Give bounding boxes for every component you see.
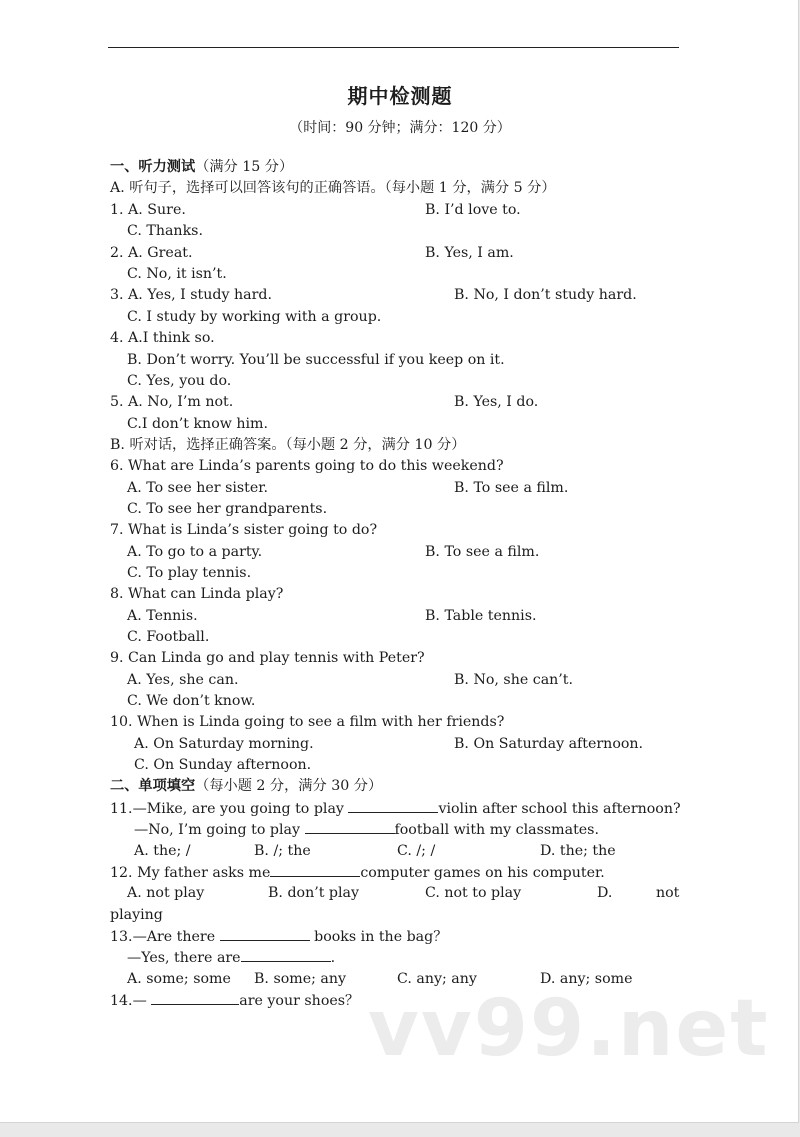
q8-stem: 8. What can Linda play?	[110, 586, 284, 602]
q9-option-c: C. We don’t know.	[127, 693, 256, 709]
q11-option-a: A. the; /	[134, 843, 191, 859]
q13-line-2: —Yes, there are .	[127, 947, 335, 968]
q7-option-c: C. To play tennis.	[127, 565, 252, 581]
q10-option-a: A. On Saturday morning.	[134, 736, 314, 752]
q1-option-c: C. Thanks.	[127, 223, 203, 239]
q10-option-c: C. On Sunday afternoon.	[134, 757, 312, 773]
section-2-heading: 二、单项填空（每小题 2 分，满分 30 分）	[110, 778, 383, 794]
q1-option-b: B. I’d love to.	[425, 202, 521, 218]
q10-stem: 10. When is Linda going to see a film with her friends?	[110, 714, 505, 730]
q11-option-c: C. /; /	[397, 843, 436, 859]
part-a-instruction: A. 听句子，选择可以回答该句的正确答语。（每小题 1 分，满分 5 分）	[110, 180, 556, 196]
q11-option-d: D. the; the	[540, 843, 616, 859]
q2-option-c: C. No, it isn’t.	[127, 266, 227, 282]
q2-option-b: B. Yes, I am.	[425, 245, 514, 261]
q12-option-a: A. not play	[127, 885, 205, 901]
q12-option-d-word-2: playing	[110, 907, 163, 923]
q11-line-1: 11.—Mike, are you going to play violin after school this afternoon?	[110, 798, 681, 819]
q3-option-b: B. No, I don’t study hard.	[454, 287, 637, 303]
q1-option-a: 1. A. Sure.	[110, 202, 186, 218]
q5-option-c: C.I don’t know him.	[127, 416, 269, 432]
q6-option-b: B. To see a film.	[454, 480, 569, 496]
q13-blank-1[interactable]	[220, 926, 310, 941]
q7-option-a: A. To go to a party.	[127, 544, 263, 560]
q12-option-d-word-1: not	[656, 885, 680, 901]
q4-option-c: C. Yes, you do.	[127, 373, 232, 389]
q12-option-d-letter: D.	[597, 885, 613, 901]
page-title: 期中检测题	[347, 84, 453, 108]
q13-option-a: A. some; some	[127, 971, 231, 987]
q4-option-b: B. Don’t worry. You’ll be successful if you keep on it.	[127, 352, 505, 368]
q8-option-b: B. Table tennis.	[425, 608, 537, 624]
q8-option-c: C. Football.	[127, 629, 210, 645]
q11-blank-2[interactable]	[305, 819, 395, 834]
section-1-heading: 一、听力测试（满分 15 分）	[110, 159, 294, 175]
q13-blank-2[interactable]	[241, 947, 331, 962]
q7-option-b: B. To see a film.	[425, 544, 540, 560]
q6-stem: 6. What are Linda’s parents going to do this weekend?	[110, 458, 504, 474]
q9-option-a: A. Yes, she can.	[127, 672, 239, 688]
q12-option-b: B. don’t play	[268, 885, 360, 901]
q3-option-a: 3. A. Yes, I study hard.	[110, 287, 272, 303]
part-b-instruction: B. 听对话，选择正确答案。（每小题 2 分，满分 10 分）	[110, 437, 466, 453]
q4-option-a: 4. A.I think so.	[110, 330, 215, 346]
q11-option-b: B. /; the	[254, 843, 311, 859]
q12-option-c: C. not to play	[425, 885, 522, 901]
watermark: vv99.net	[368, 984, 770, 1074]
q14-blank[interactable]	[151, 990, 239, 1005]
exam-info: （时间：90 分钟；满分：120 分）	[289, 120, 511, 136]
q13-option-c: C. any; any	[397, 971, 477, 987]
q13-option-d: D. any; some	[540, 971, 633, 987]
q13-line-1: 13.—Are there books in the bag？	[110, 926, 447, 947]
q5-option-b: B. Yes, I do.	[454, 394, 539, 410]
q12-stem: 12. My father asks me computer games on his computer.	[110, 862, 605, 883]
q12-blank[interactable]	[270, 862, 360, 877]
q2-option-a: 2. A. Great.	[110, 245, 193, 261]
q10-option-b: B. On Saturday afternoon.	[454, 736, 644, 752]
header-rule	[108, 47, 679, 48]
q8-option-a: A. Tennis.	[127, 608, 198, 624]
q5-option-a: 5. A. No, I’m not.	[110, 394, 234, 410]
q14-stem: 14.— are your shoes？	[110, 990, 359, 1011]
q3-option-c: C. I study by working with a group.	[127, 309, 382, 325]
q6-option-a: A. To see her sister.	[127, 480, 269, 496]
q11-line-2: —No, I’m going to play football with my classmates.	[134, 819, 599, 840]
q6-option-c: C. To see her grandparents.	[127, 501, 328, 517]
q13-option-b: B. some; any	[254, 971, 347, 987]
q9-option-b: B. No, she can’t.	[454, 672, 574, 688]
q7-stem: 7. What is Linda’s sister going to do?	[110, 522, 378, 538]
q11-blank-1[interactable]	[348, 798, 438, 813]
q9-stem: 9. Can Linda go and play tennis with Peter?	[110, 650, 425, 666]
